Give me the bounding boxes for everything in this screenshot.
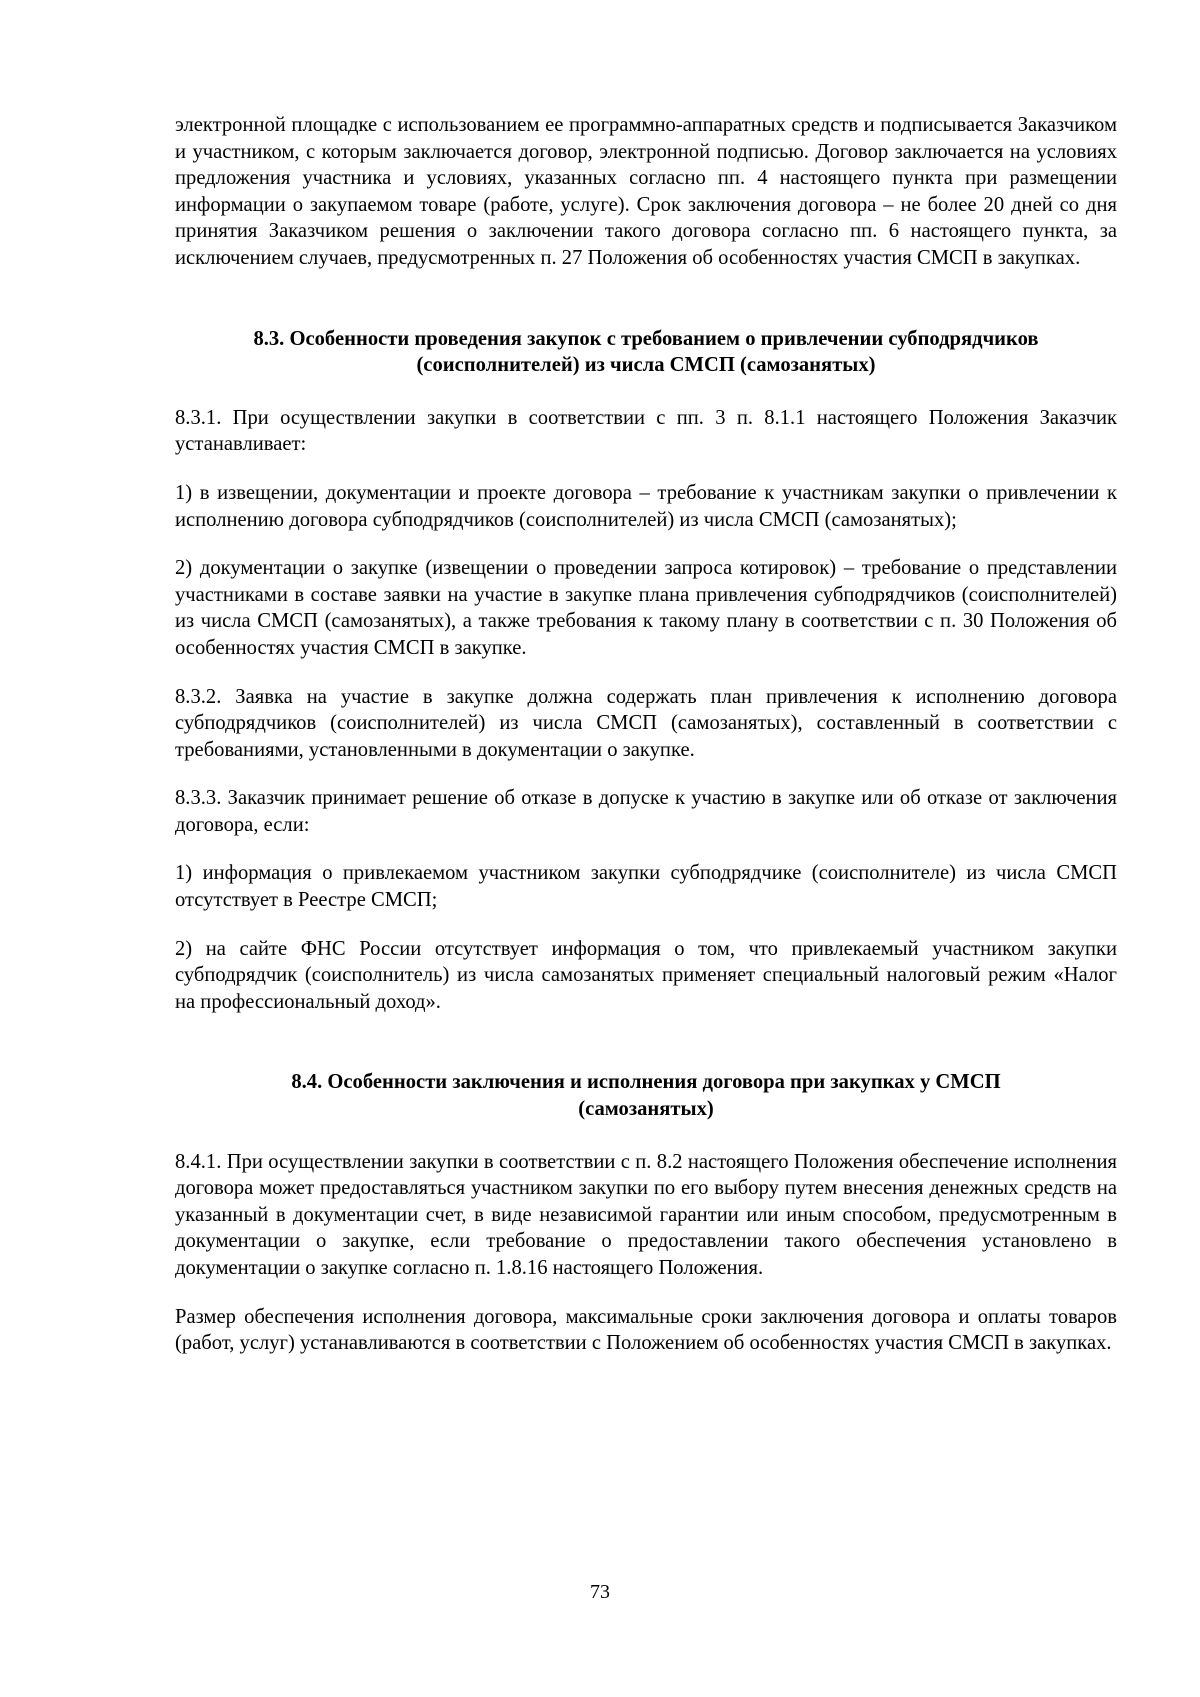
paragraph-8-3-1-item-1: 1) в извещении, документации и проекте договора – требование к участникам закупки о привлечении к исполнению договора субподрядчиков (соисполнителей) из числа СМСП (самозанятых); (175, 481, 1117, 531)
section-heading-8-4-line2: (самозанятых) (578, 1098, 714, 1121)
paragraph-8-3-2: 8.3.2. Заявка на участие в закупке должна содержать план привлечения к исполнению договора субподрядчиков (соисполнителей) из числа СМСП (самозанятых), составленный в соответствии с требованиями, установленными в документации о закупке. (175, 685, 1117, 761)
paragraph-8-3-3-item-2: 2) на сайте ФНС России отсутствует информация о том, что привлекаемый участником закупки субподрядчик (соисполнитель) из числа самозанятых применяет специальный налоговый режим «Налог на профессиональный доход». (175, 937, 1117, 1013)
paragraph-8-3-1: 8.3.1. При осуществлении закупки в соответствии с пп. 3 п. 8.1.1 настоящего Положения Заказчик устанавливает: (175, 406, 1117, 456)
section-heading-8-3-line1: 8.3. Особенности проведения закупок с требованием о привлечении субподрядчиков (253, 327, 1039, 350)
page-number: 73 (590, 1581, 610, 1603)
page-content (175, 112, 1117, 1357)
paragraph-8-4-1-b: Размер обеспечения исполнения договора, максимальные сроки заключения договора и оплаты товаров (работ, услуг) устанавливаются в соответствии с Положением об особенностях участия СМСП в закупках. (175, 1305, 1117, 1355)
paragraph-intro: электронной площадке с использованием ее программно-аппаратных средств и подписывается Заказчиком и участником, с которым заключается договор, электронной подписью. Договор заключается на условиях предложения участника и условиях, указанных согласно пп. 4 настоящего пункта при размещении информации о закупаемом товаре (работе, услуге). Срок заключения договора – не более 20 дней со дня принятия Заказчиком решения о заключении такого договора согласно пп. 6 настоящего пункта, за исключением случаев, предусмотренных п. 27 Положения об особенностях участия СМСП в закупках. (175, 114, 1117, 269)
section-heading-8-3-line2: (соисполнителей) из числа СМСП (самозанятых) (416, 354, 876, 377)
paragraph-8-3-3-item-1: 1) информация о привлекаемом участником закупки субподрядчике (соисполнителе) из числа СМСП отсутствует в Реестре СМСП; (175, 862, 1117, 912)
section-heading-8-3 (175, 326, 1117, 379)
section-heading-8-4 (175, 1069, 1117, 1122)
paragraph-8-3-1-item-2: 2) документации о закупке (извещении о проведении запроса котировок) – требование о представлении участниками в составе заявки на участие в закупке плана привлечения субподрядчиков (соисполнителей) из числа СМСП (самозанятых), а также требования к такому плану в соответствии с п. 30 Положения об особенностях участия СМСП в закупке. (175, 557, 1117, 659)
paragraph-8-4-1: 8.4.1. При осуществлении закупки в соответствии с п. 8.2 настоящего Положения обеспечение исполнения договора может предоставляться участником закупки по его выбору путем внесения денежных средств на указанный в документации счет, в виде независимой гарантии или иным способом, предусмотренным в документации о закупке, если требование о предоставлении такого обеспечения установлено в документации о закупке согласно п. 1.8.16 настоящего Положения. (175, 1150, 1117, 1279)
section-heading-8-4-line1: 8.4. Особенности заключения и исполнения договора при закупках у СМСП (291, 1071, 1001, 1094)
paragraph-8-3-3: 8.3.3. Заказчик принимает решение об отказе в допуске к участию в закупке или об отказе от заключения договора, если: (175, 787, 1117, 836)
